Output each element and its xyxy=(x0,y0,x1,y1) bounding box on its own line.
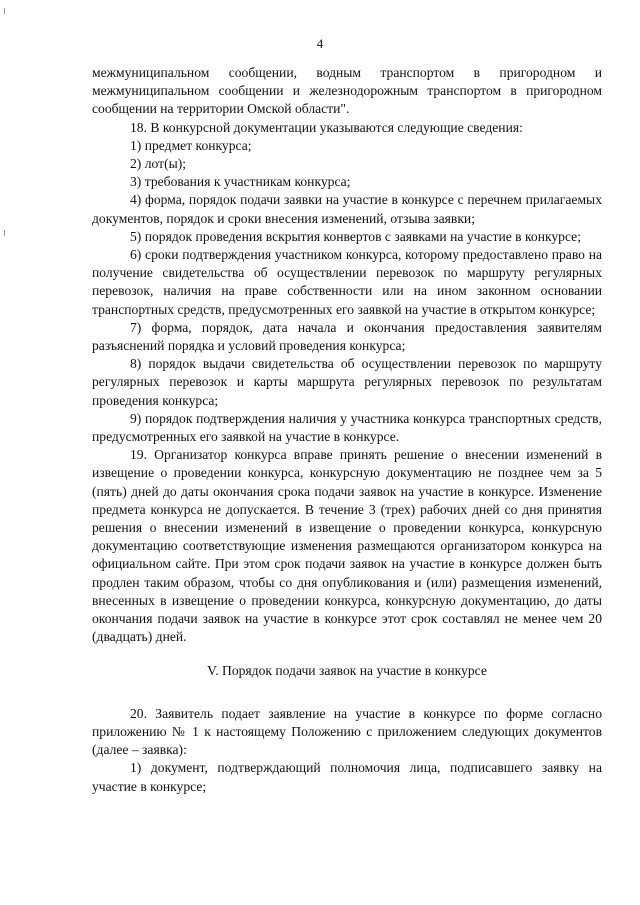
list-item: 5) порядок проведения вскрытия конвертов с заявками на участие в конкурсе; xyxy=(130,228,581,244)
list-item: 3) требования к участникам конкурса; xyxy=(130,174,351,190)
paragraph-continuation: межмуниципальном сообщении, водным транспортом в пригородном и межмуниципальном сообщении и железнодорожным транспортом в пригородном сообщении на территории Омской области". xyxy=(92,65,602,117)
list-item: 1) документ, подтверждающий полномочия лица, подписавшего заявку на участие в конкурсе; xyxy=(92,760,602,794)
list-item: 1) предмет конкурса; xyxy=(130,137,252,153)
section-heading: V. Порядок подачи заявок на участие в конкурсе xyxy=(207,662,487,678)
page-number: 4 xyxy=(316,36,324,51)
list-item: 2) лот(ы); xyxy=(130,156,187,172)
list-item: 7) форма, порядок, дата начала и окончания предоставления заявителям разъяснений порядка и условий проведения конкурса; xyxy=(92,319,602,354)
document-body xyxy=(92,64,602,796)
margin-mark xyxy=(4,8,8,14)
list-item: 4) форма, порядок подачи заявки на участие в конкурсе с перечнем прилагаемых документов, порядок и сроки внесения изменений, отзыва заявки; xyxy=(92,192,602,226)
paragraph-20: 20. Заявитель подает заявление на участие в конкурсе по форме согласно приложению № 1 к настоящему Положению с приложением следующих документов (далее – заявка): xyxy=(92,705,602,758)
list-item: 6) сроки подтверждения участником конкурса, которому предоставлено право на получение свидетельства об осуществлении перевозок по маршруту регулярных перевозок, наличия на праве собственности или на ином законном основании транспортных средств, предусмотренных его заявкой на участие в открытом конкурсе; xyxy=(92,247,602,317)
paragraph-19: 19. Организатор конкурса вправе принять решение о внесении изменений в извещение о проведении конкурса, конкурсную документацию не позднее чем за 5 (пять) дней до даты окончания срока подачи заявок на участие в конкурсе. Изменение предмета конкурса не допускается. В течение 3 (трех) рабочих дней со дня принятия решения о внесении изменений в извещение о проведении конкурса, конкурсную документацию соответствующие изменения размещаются организатором конкурса на официальном сайте. При этом срок подачи заявок на участие в конкурсе должен быть продлен таким образом, чтобы со дня опубликования и (или) размещения изменений, внесенных в извещение о проведении конкурса, конкурсную документацию, до даты окончания подачи заявок на участие в конкурсе этот срок составлял не менее чем 20 (двадцать) дней. xyxy=(92,447,602,645)
list-item: 8) порядок выдачи свидетельства об осуществлении перевозок по маршруту регулярных перевозок и карты маршрута регулярных перевозок по результатам проведения конкурса; xyxy=(92,356,602,408)
list-item: 9) порядок подтверждения наличия у участника конкурса транспортных средств, предусмотренных его заявкой на участие в конкурсе. xyxy=(92,410,602,445)
paragraph-18: 18. В конкурсной документации указываются следующие сведения: xyxy=(130,119,523,135)
margin-mark xyxy=(4,230,8,236)
